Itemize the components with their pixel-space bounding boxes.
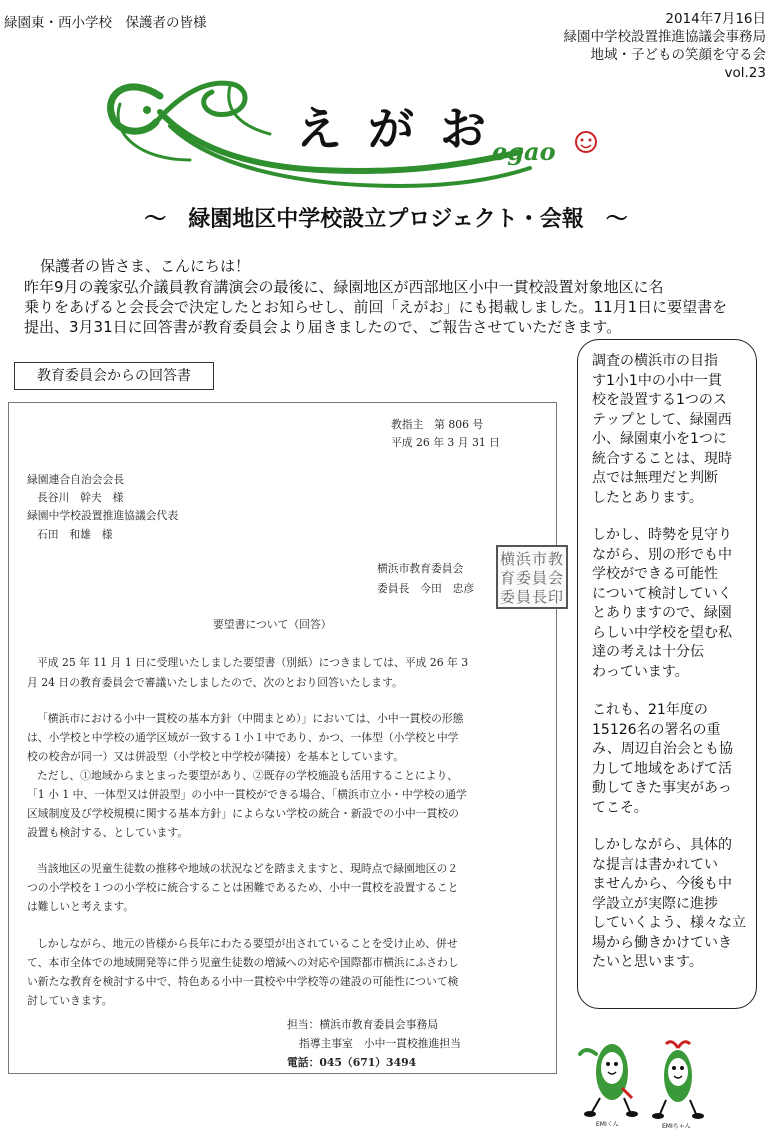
letter-date: 平成 26 年 3 月 31 日 bbox=[391, 436, 500, 449]
letter-recipient-1: 緑園連合自治会会長 bbox=[27, 473, 125, 486]
commentary-line: らしい中学校を望む私 bbox=[592, 624, 732, 641]
commentary-line: 点では無理だと判断 bbox=[592, 470, 718, 486]
organization-group: 地域・子どもの笑顔を守る会 bbox=[590, 47, 766, 63]
mascot-illustration bbox=[566, 1024, 770, 1130]
newsletter-subtitle: ～ 緑園地区中学校設立プロジェクト・会報 ～ bbox=[144, 207, 628, 232]
official-seal-stamp bbox=[496, 545, 568, 609]
logo-egao-text: egao bbox=[492, 137, 556, 166]
letter-body-line: 区域制度及び学校規模に関する基本方針」によらない学校の統合・新設での小中一貫校の bbox=[27, 807, 459, 820]
intro-line: 昨年9月の義家弘介議員教育講演会の最後に、緑園地区が西部地区小中一貫校設置対象地区に名 bbox=[24, 278, 664, 296]
commentary-line: しかし、時勢を見守り bbox=[592, 527, 732, 543]
mascot-name-right: EMIちゃん bbox=[662, 1123, 691, 1130]
volume-number: vol.23 bbox=[724, 65, 766, 81]
letter-sender-name: 委員長 今田 忠彦 bbox=[377, 582, 475, 595]
letter-body-line: つの小学校を１つの小学校に統合することは困難であるため、小中一貫校を設置すること bbox=[27, 881, 459, 894]
commentary-box bbox=[577, 339, 757, 1009]
letter-body-line: 設置も検討する、としています。 bbox=[27, 826, 189, 839]
newsletter-title: えがお bbox=[296, 102, 512, 156]
commentary-line: 達の考えは十分伝 bbox=[592, 644, 704, 660]
commentary-paragraph bbox=[592, 352, 732, 508]
commentary-paragraph bbox=[592, 701, 733, 818]
greeting: 保護者の皆さま、こんにちは！ bbox=[40, 257, 251, 275]
section-label: 教育委員会からの回答書 bbox=[14, 362, 214, 390]
commentary-line: とありますので、緑園 bbox=[592, 605, 732, 621]
letter-body-line: い新たな教育を検討する中で、特色ある小中一貫校や中学校等の建設の可能性について検 bbox=[27, 975, 459, 988]
commentary-line: ませんから、今後も中 bbox=[592, 876, 732, 892]
commentary-line: ながら、別の形でも中 bbox=[592, 546, 732, 563]
commentary-line: み、周辺自治会とも協 bbox=[592, 741, 733, 757]
intro-line: 乗りをあげると会長会で決定したとお知らせし、前回「えがお」にも掲載しました。11月1日に要望書を bbox=[24, 298, 728, 316]
letter-body-line: 討していきます。 bbox=[27, 994, 113, 1007]
letter-body-line: は難しいと考えます。 bbox=[27, 900, 135, 913]
letter-ref-number: 教指主 第 806 号 bbox=[391, 418, 484, 431]
commentary-line: たいと思います。 bbox=[592, 954, 703, 970]
commentary-line: す1小1中の小中一貫 bbox=[592, 372, 722, 389]
letter-body-line: 「1 小 1 中、一体型又は併設型」の小中一貫校ができる場合、「横浜市立小・中学校の通学 bbox=[27, 788, 467, 801]
seal-text: 横浜市教 bbox=[499, 550, 564, 568]
letter-body-line: は、小学校と中学校の通学区域が一致する１小１中であり、かつ、一体型（小学校と中学 bbox=[27, 731, 459, 744]
commentary-line: てこそ。 bbox=[592, 799, 648, 816]
commentary-line: 学校ができる可能性 bbox=[592, 566, 718, 582]
letter-body-line: ただし、①地域からまとまった要望があり、②既存の学校施設も活用することにより、 bbox=[37, 769, 459, 782]
header-info bbox=[564, 10, 767, 82]
commentary-paragraph bbox=[592, 836, 746, 973]
commentary-line: 統合することは、現時 bbox=[592, 450, 732, 467]
letter-recipient-2: 緑園中学校設置推進協議会代表 bbox=[27, 509, 179, 522]
commentary-line: わっています。 bbox=[592, 663, 689, 680]
commentary-line: 学設立が実際に進捗 bbox=[592, 895, 718, 912]
commentary-line: 校を設置する1つのス bbox=[592, 392, 727, 408]
commentary-line: したとあります。 bbox=[592, 489, 703, 506]
mascot-emi-chan bbox=[652, 1042, 704, 1130]
intro-line: 提出、3月31日に回答書が教育委員会より届きましたので、ご報告させていただきます。 bbox=[24, 318, 622, 336]
commentary-line: これも、21年度の bbox=[592, 702, 708, 718]
commentary-line: 調査の横浜市の目指 bbox=[592, 353, 718, 369]
commentary-line: 力して地域をあげて活 bbox=[592, 760, 732, 777]
letter-contact: 担当：横浜市教育委員会事務局 bbox=[287, 1018, 439, 1031]
letter-subject: 要望書について（回答） bbox=[213, 618, 332, 631]
commentary-line: 場から働きかけていき bbox=[592, 934, 732, 951]
letter-contact-dept: 指導主事室 小中一貫校推進担当 bbox=[299, 1037, 461, 1050]
commentary-line: について検討していく bbox=[592, 585, 732, 602]
seal-text: 育委員会 bbox=[499, 569, 564, 587]
letter-body-line: しかしながら、地元の皆様から長年にわたる要望が出されていることを受け止め、併せ bbox=[37, 937, 458, 950]
letter-body-line: 月 24 日の教育委員会で審議いたしましたので、次のとおり回答いたします。 bbox=[27, 676, 403, 689]
letter-body-line: て、本市全体での地域開発等に伴う児童生徒数の増減への対応や国際都市横浜にふさわし bbox=[27, 956, 459, 969]
letter-body-line: 校の校舎が同一）又は併設型（小学校と中学校が隣接）を基本としています。 bbox=[27, 750, 405, 763]
mascot-emi-kun bbox=[580, 1044, 638, 1128]
letter-recipient-2-name: 石田 和雄 様 bbox=[37, 528, 113, 541]
letter-recipient-1-name: 長谷川 幹夫 様 bbox=[37, 491, 124, 504]
organization-office: 緑園中学校設置推進協議会事務局 bbox=[563, 29, 766, 45]
letter-body-line: 平成 25 年 11 月 1 日に受理いたしました要望書（別紙）につきましては、平成 26 年 3 bbox=[37, 656, 469, 669]
commentary-line: していくよう、様々な立 bbox=[592, 915, 746, 931]
issue-date: 2014年7月16日 bbox=[665, 11, 766, 27]
audience-line: 緑園東・西小学校 保護者の皆様 bbox=[4, 15, 207, 31]
letter-body-line: 当該地区の児童生徒数の推移や地域の状況などを踏まえますと、現時点で緑園地区の２ bbox=[37, 862, 459, 875]
commentary-line: 小、緑園東小を1つに bbox=[592, 431, 727, 447]
commentary-line: しかしながら、具体的 bbox=[592, 837, 732, 853]
seal-text: 委員長印 bbox=[499, 588, 564, 606]
reply-letter-scan bbox=[8, 402, 564, 1074]
mascot-name-left: EMIくん bbox=[596, 1121, 619, 1128]
letter-phone: 電話：045（671）3494 bbox=[287, 1056, 417, 1069]
commentary-line: テップとして、緑園西 bbox=[592, 411, 732, 428]
commentary-line: 動してきた事実があっ bbox=[592, 780, 732, 796]
letter-body-line: 「横浜市における小中一貫校の基本方針（中間まとめ）」においては、小中一貫校の形態 bbox=[37, 712, 464, 725]
commentary-line: 15126名の署名の重 bbox=[592, 721, 721, 738]
commentary-line: な提言は書かれてい bbox=[592, 856, 718, 873]
letter-sender-org: 横浜市教育委員会 bbox=[377, 562, 464, 575]
commentary-paragraph bbox=[592, 526, 732, 682]
